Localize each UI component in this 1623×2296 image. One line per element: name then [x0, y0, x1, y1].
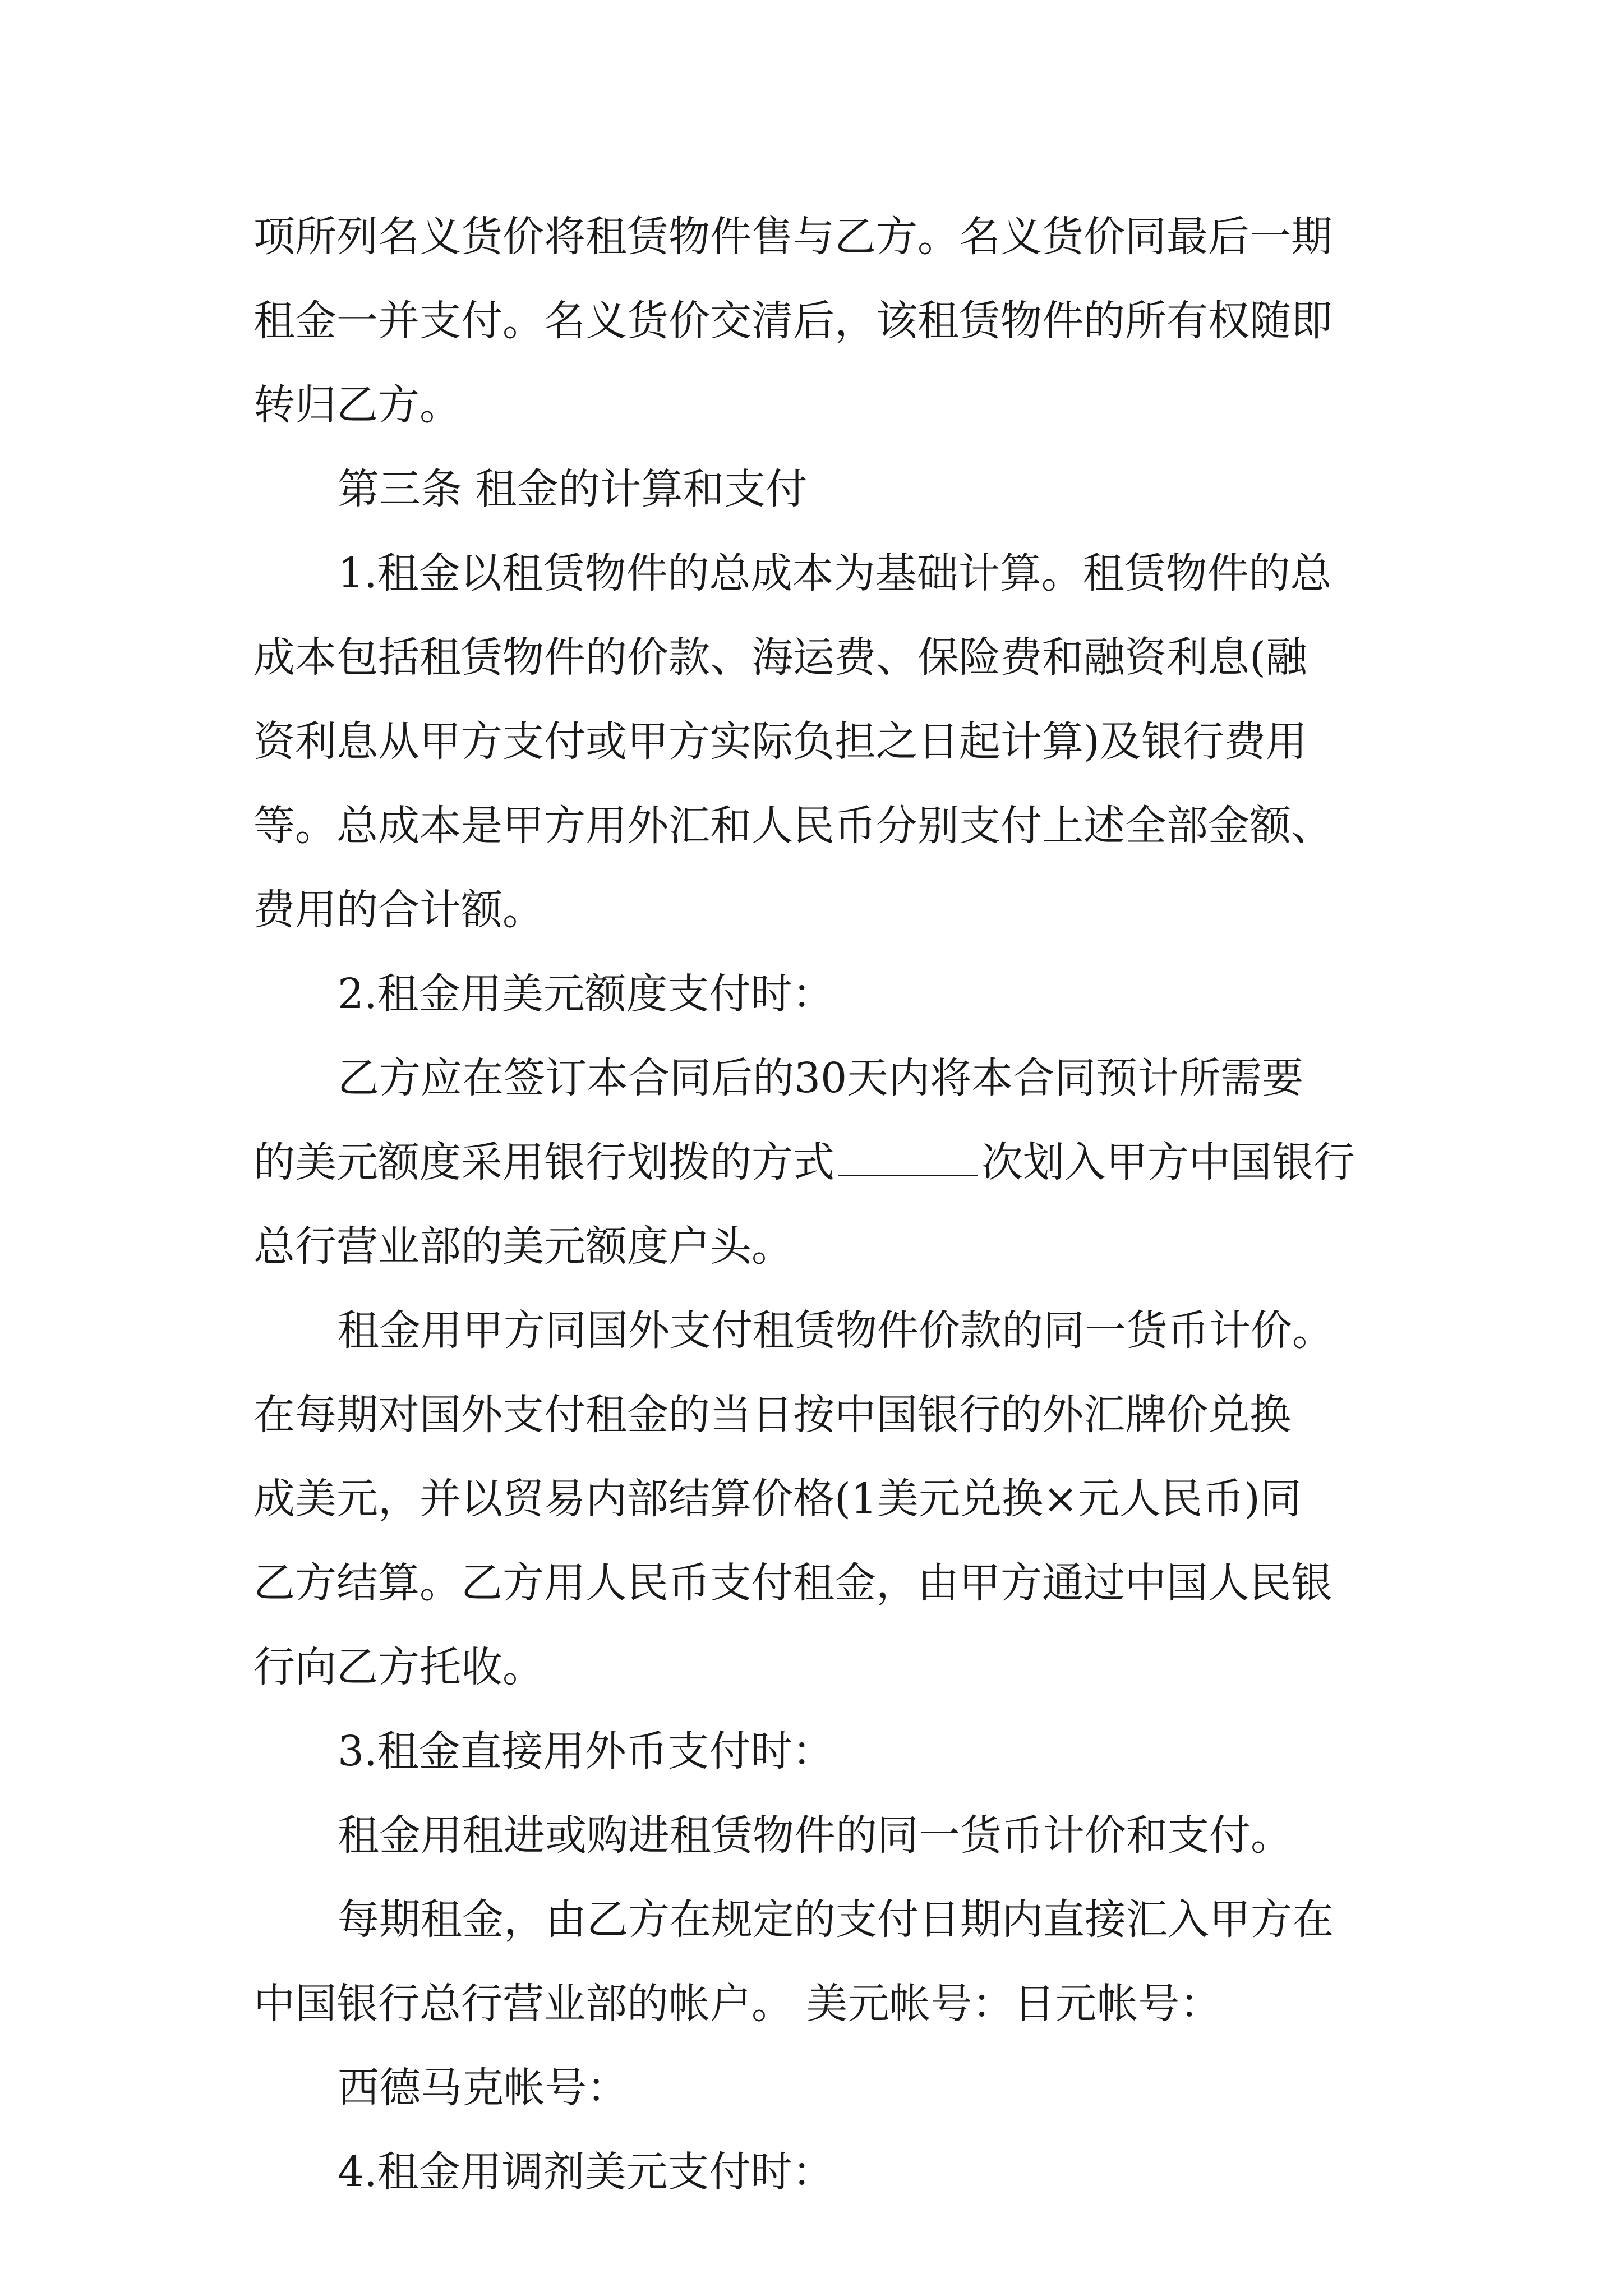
paragraph-line: 租金用租进或购进租赁物件的同一货币计价和支付。 — [338, 1811, 1292, 1860]
fill-in-blank — [838, 1135, 978, 1176]
paragraph-line: 行向乙方托收。 — [253, 1643, 544, 1691]
paragraph-line: 等。总成本是甲方用外汇和人民币分别支付上述全部金额、 — [253, 802, 1332, 850]
paragraph-line: 资利息从甲方支付或甲方实际负担之日起计算)及银行费用 — [253, 717, 1307, 766]
paragraph-line: 1.租金以租赁物件的总成本为基础计算。租赁物件的总 — [338, 549, 1332, 597]
paragraph-line: 2.租金用美元额度支付时： — [338, 970, 834, 1018]
paragraph-line: 在每期对国外支付租金的当日按中国银行的外汇牌价兑换 — [253, 1391, 1291, 1439]
paragraph-line: 中国银行总行营业部的帐户。 美元帐号：日元帐号： — [253, 1980, 1221, 2028]
paragraph-line: 转归乙方。 — [253, 381, 461, 429]
line-segment: 次划入甲方中国银行 — [981, 1138, 1355, 1186]
paragraph-line: 乙方应在签订本合同后的30天内将本合同预计所需要 — [338, 1054, 1304, 1102]
section-heading: 第三条 租金的计算和支付 — [338, 465, 808, 513]
paragraph-line: 租金用甲方同国外支付租赁物件价款的同一货币计价。 — [338, 1306, 1334, 1355]
paragraph-line: 4.租金用调剂美元支付时： — [338, 2148, 834, 2196]
paragraph-line — [253, 1129, 1403, 1196]
paragraph-line: 费用的合计额。 — [253, 886, 544, 934]
paragraph-line: 成本包括租赁物件的价款、海运费、保险费和融资利息(融 — [253, 633, 1307, 682]
paragraph-line: 每期租金，由乙方在规定的支付日期内直接汇入甲方在 — [338, 1895, 1334, 1944]
paragraph-line: 租金一并支付。名义货价交清后，该租赁物件的所有权随即 — [253, 297, 1332, 345]
paragraph-line: 乙方结算。乙方用人民币支付租金，由甲方通过中国人民银 — [253, 1559, 1332, 1607]
paragraph-line: 3.租金直接用外币支付时： — [338, 1727, 834, 1775]
paragraph-line: 西德马克帐号： — [338, 2064, 628, 2112]
line-segment: 的美元额度采用银行划拨的方式 — [253, 1138, 834, 1186]
paragraph-line: 项所列名义货价将租赁物件售与乙方。名义货价同最后一期 — [253, 213, 1332, 261]
paragraph-line: 总行营业部的美元额度户头。 — [253, 1222, 793, 1271]
paragraph-line: 成美元，并以贸易内部结算价格(1美元兑换×元人民币)同 — [253, 1475, 1302, 1523]
